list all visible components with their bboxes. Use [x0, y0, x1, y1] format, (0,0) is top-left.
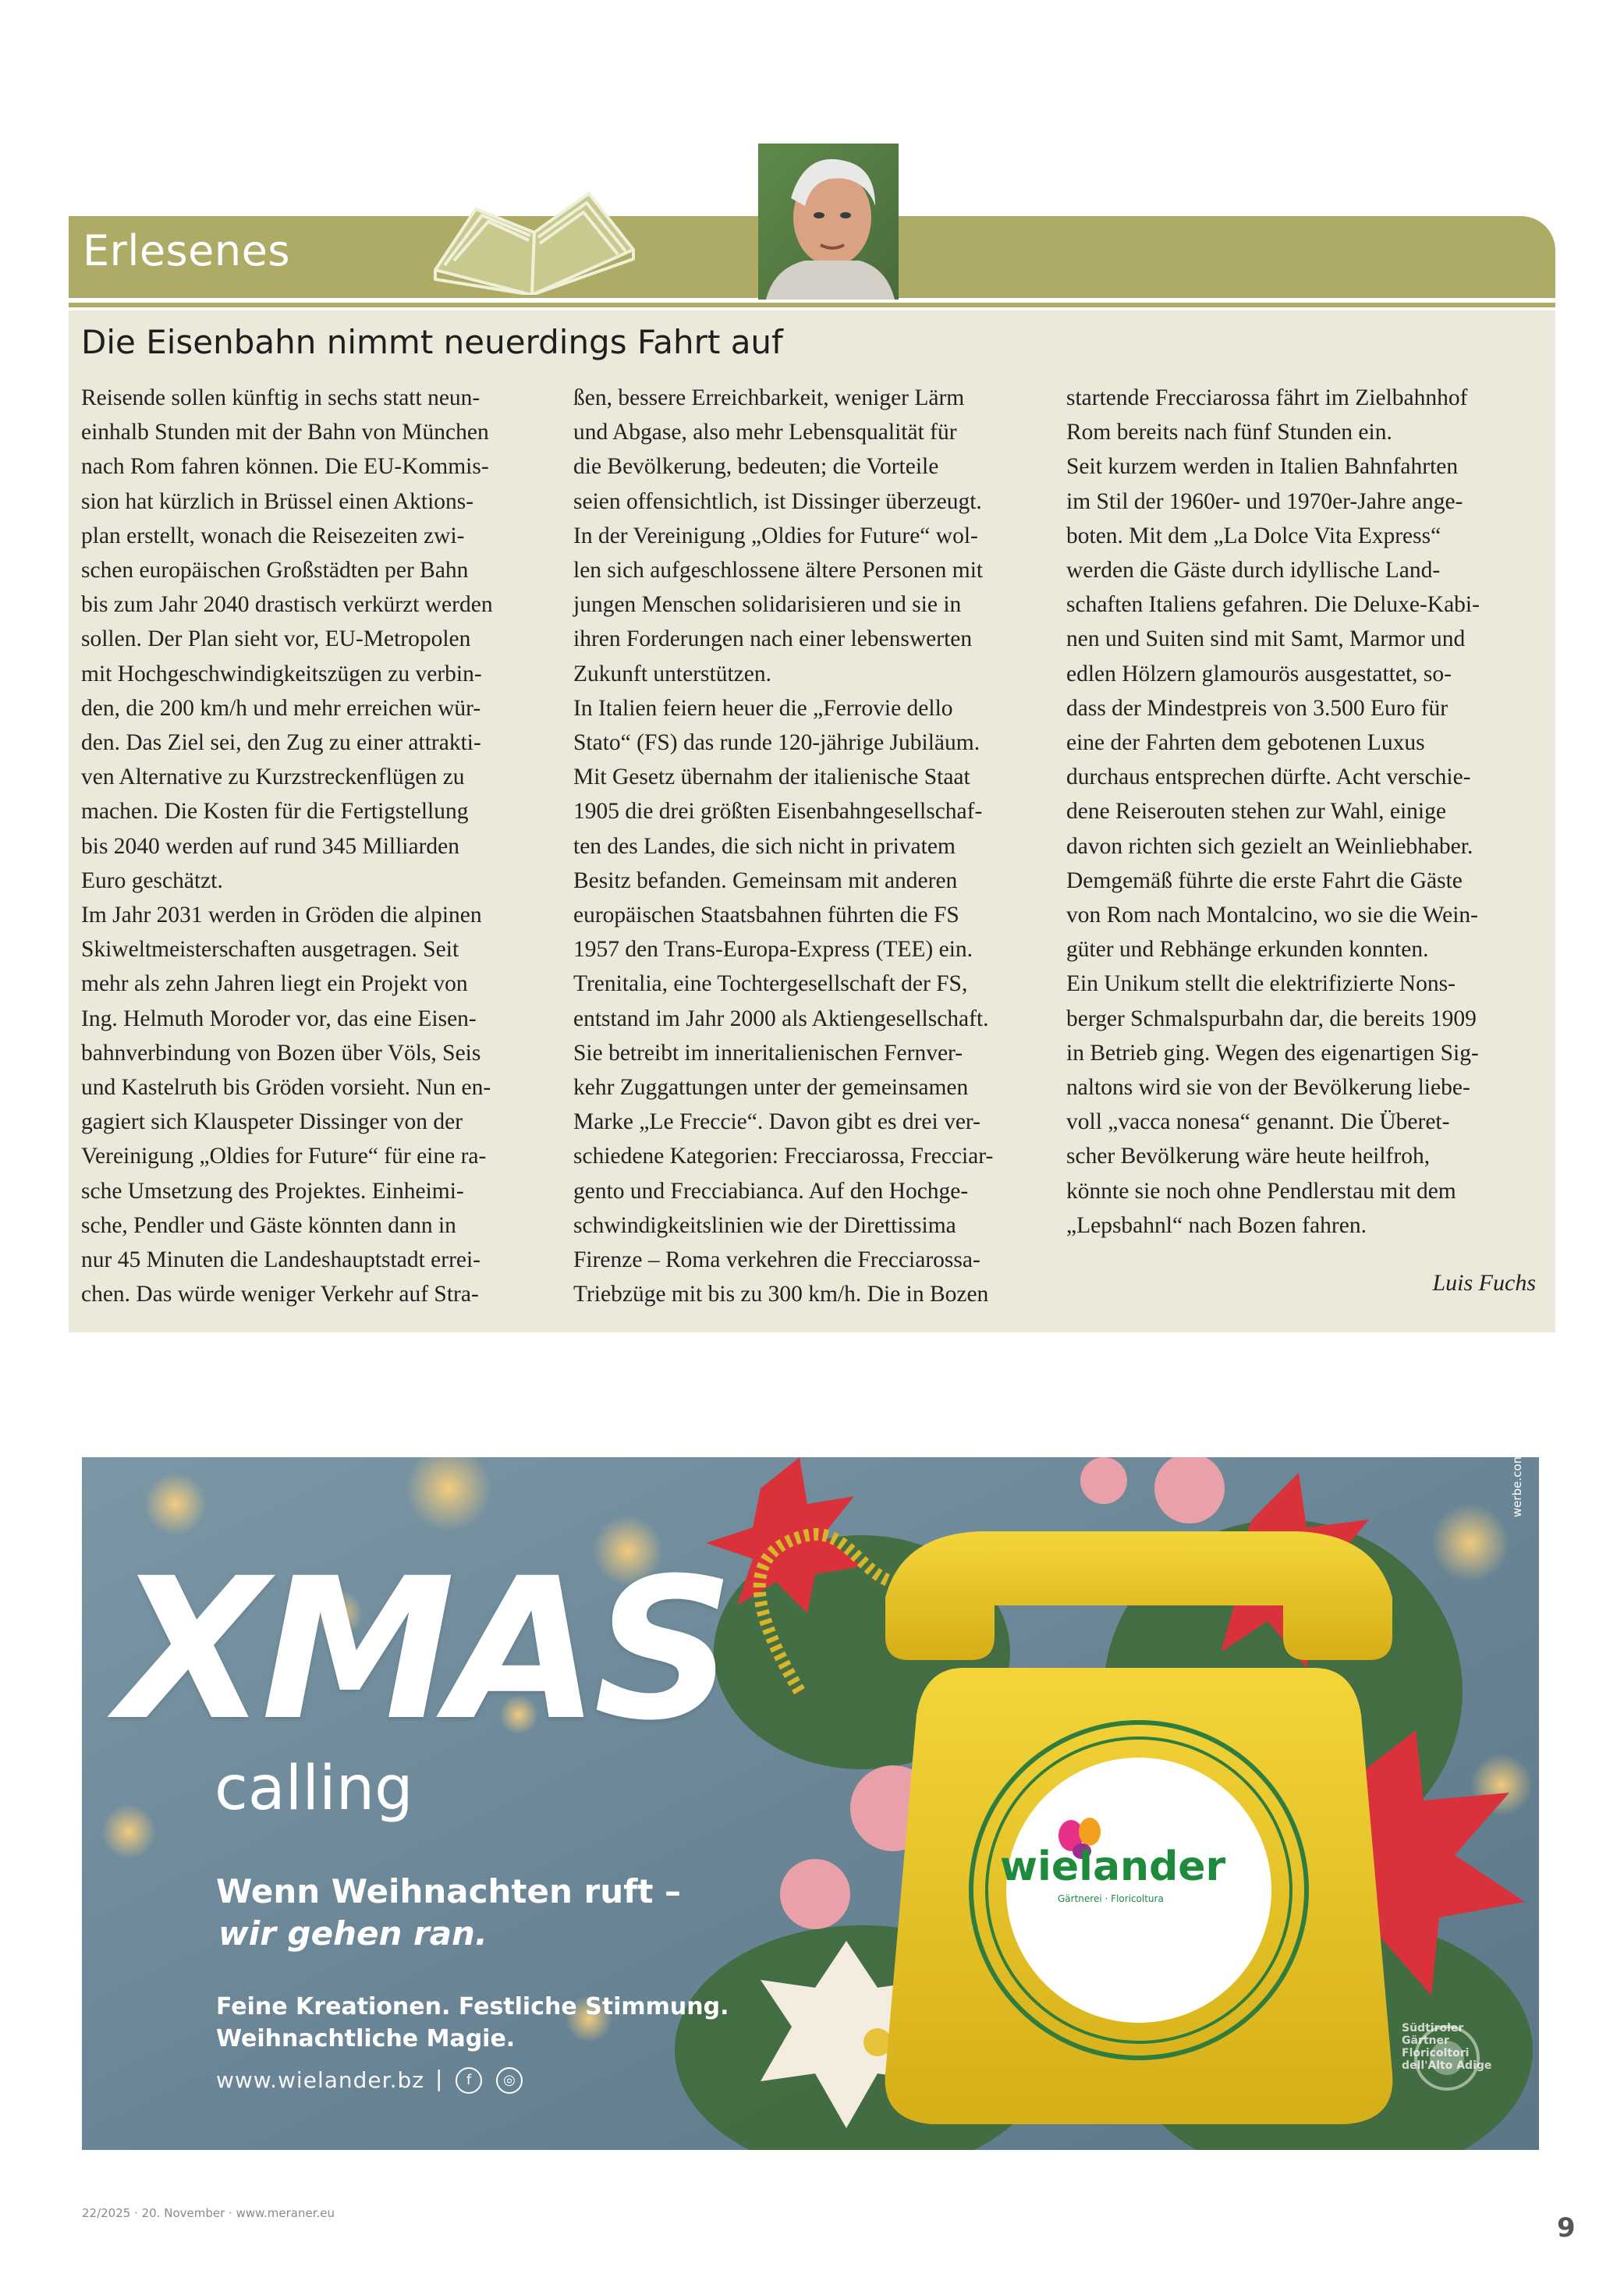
ad-website-link[interactable]: www.wielander.bz [216, 2067, 424, 2093]
brand-subtitle: Gärtnerei · Floricoltura [1058, 1893, 1164, 1904]
section-title: Erlesenes [83, 226, 290, 275]
issue-footer: 22/2025 · 20. November · www.meraner.eu [82, 2206, 335, 2220]
ad-tagline-line-1: Feine Kreationen. Festliche Stimmung. [216, 1993, 729, 2020]
page-number: 9 [1557, 2212, 1576, 2244]
agency-credit: werbe.company [1510, 1423, 1524, 1517]
section-rule [69, 303, 1555, 307]
article-headline: Die Eisenbahn nimmt neuerdings Fahrt auf [81, 323, 783, 361]
instagram-icon[interactable]: ◎ [496, 2067, 523, 2094]
ad-tagline-line-2: Weihnachtliche Magie. [216, 2025, 516, 2052]
ad-headline: XMAS [117, 1536, 729, 1763]
ad-slogan-line-2: wir gehen ran. [218, 1914, 488, 1953]
article-author: Luis Fuchs [1432, 1270, 1536, 1296]
author-portrait [758, 144, 899, 300]
ad-subheadline: calling [215, 1754, 413, 1824]
ad-separator: | [435, 2066, 443, 2091]
brand-name: wielander [1000, 1843, 1226, 1890]
open-book-icon [421, 178, 647, 295]
article-column-1: Reisende sollen künftig in sechs statt neun- einhalb Stunden mit der Bahn von München nach Rom fahren können. Die EU-Kommis- sion hat kürzlich in Brüssel einen Aktions- plan erstellt, wonach die Reisezeiten zwi- schen europäischen Großstädten per Bahn bis zum Jahr 2040 drastisch verkürzt werden sollen. Der Plan sieht vor, EU-Metropolen mit Hochgeschwindigkeitszügen zu verbin- den, die 200 km/h und mehr erreichen wür- den. Das Ziel sei, den Zug zu einer attrakti- ven Alternative zu Kurzstreckenflügen zu machen. Die Kosten für die Fertigstellung bis 2040 werden auf rund 345 Milliarden Euro geschätzt. Im Jahr 2031 werden in Gröden die alpinen Skiweltmeisterschaften ausgetragen. Seit mehr als zehn Jahren liegt ein Projekt von Ing. Helmuth Moroder vor, das eine Eisen- bahnverbindung von Bozen über Völs, Seis und Kastelruth bis Gröden vorsieht. Nun en- gagiert sich Klauspeter Dissinger von der Vereinigung „Oldies for Future“ für eine ra- sche Umsetzung des Projektes. Einheimi- sche, Pendler und Gäste könnten dann in nur 45 Minuten die Landeshauptstadt errei- chen. Das würde weniger Verkehr auf Stra- [81, 385, 493, 1307]
gardener-seal-text: Südtiroler Gärtner Floricoltori dell'Alto Adige [1402, 2022, 1492, 2072]
article-column-3: startende Frecciarossa fährt im Zielbahnhof Rom bereits nach fünf Stunden ein. Seit kurzem werden in Italien Bahnfahrten im Stil der 1960er- und 1970er-Jahre ange- boten. Mit dem „La Dolce Vita Express“ werden die Gäste durch idyllische Land- schaften Italiens gefahren. Die Deluxe-Kabi- nen und Suiten sind mit Samt, Marmor und edlen Hölzern glamourös ausgestattet, so- dass der Mindestpreis von 3.500 Euro für eine der Fahrten dem gebotenen Luxus durchaus entsprechen dürfte. Acht verschie- dene Reiserouten stehen zur Wahl, einige davon richten sich gezielt an Weinliebhaber. Demgemäß führte die erste Fahrt die Gäste von Rom nach Montalcino, wo sie die Wein- güter und Rebhänge erkunden konnten. Ein Unikum stellt die elektrifizierte Nons- berger Schmalspurbahn dar, die bereits 1909 in Betrieb ging. Wegen des eigenartigen Sig- naltons wird sie von der Bevölkerung liebe- voll „vacca nonesa“ genannt. Die Überet- scher Bevölkerung wäre heute heilfroh, könnte sie noch ohne Pendlerstau mit dem „Lepsbahnl“ nach Bozen fahren. [1066, 385, 1480, 1238]
ad-slogan-line-1: Wenn Weihnachten ruft – [216, 1872, 682, 1910]
article-column-2: ßen, bessere Erreichbarkeit, weniger Lärm und Abgase, also mehr Lebensqualität für die Bevölkerung, bedeuten; die Vorteile seien offensichtlich, ist Dissinger überzeugt. In der Vereinigung „Oldies for Future“ wol- len sich aufgeschlossene ältere Personen mit jungen Menschen solidarisieren und sie in ihren Forderungen nach einer lebenswerten Zukunft unterstützen. In Italien feiern heuer die „Ferrovie dello Stato“ (FS) das runde 120-jährige Jubiläum. Mit Gesetz übernahm der italienische Staat 1905 die drei größten Eisenbahngesellschaf- ten des Landes, die sich nicht in privatem Besitz befanden. Gemeinsam mit anderen europäischen Staatsbahnen führten die FS 1957 den Trans-Europa-Express (TEE) ein. Trenitalia, eine Tochtergesellschaft der FS, entstand im Jahr 2000 als Aktiengesellschaft. Sie betreibt im inneritalienischen Fernver- kehr Zuggattungen unter der gemeinsamen Marke „Le Freccie“. Davon gibt es drei ver- schiedene Kategorien: Frecciarossa, Frecciar- gento und Frecciabianca. Auf den Hochge- schwindigkeitslinien wie der Direttissima Firenze – Roma verkehren die Frecciarossa- Triebzüge mit bis zu 300 km/h. Die in Bozen [573, 385, 994, 1307]
facebook-icon[interactable]: f [456, 2067, 482, 2094]
